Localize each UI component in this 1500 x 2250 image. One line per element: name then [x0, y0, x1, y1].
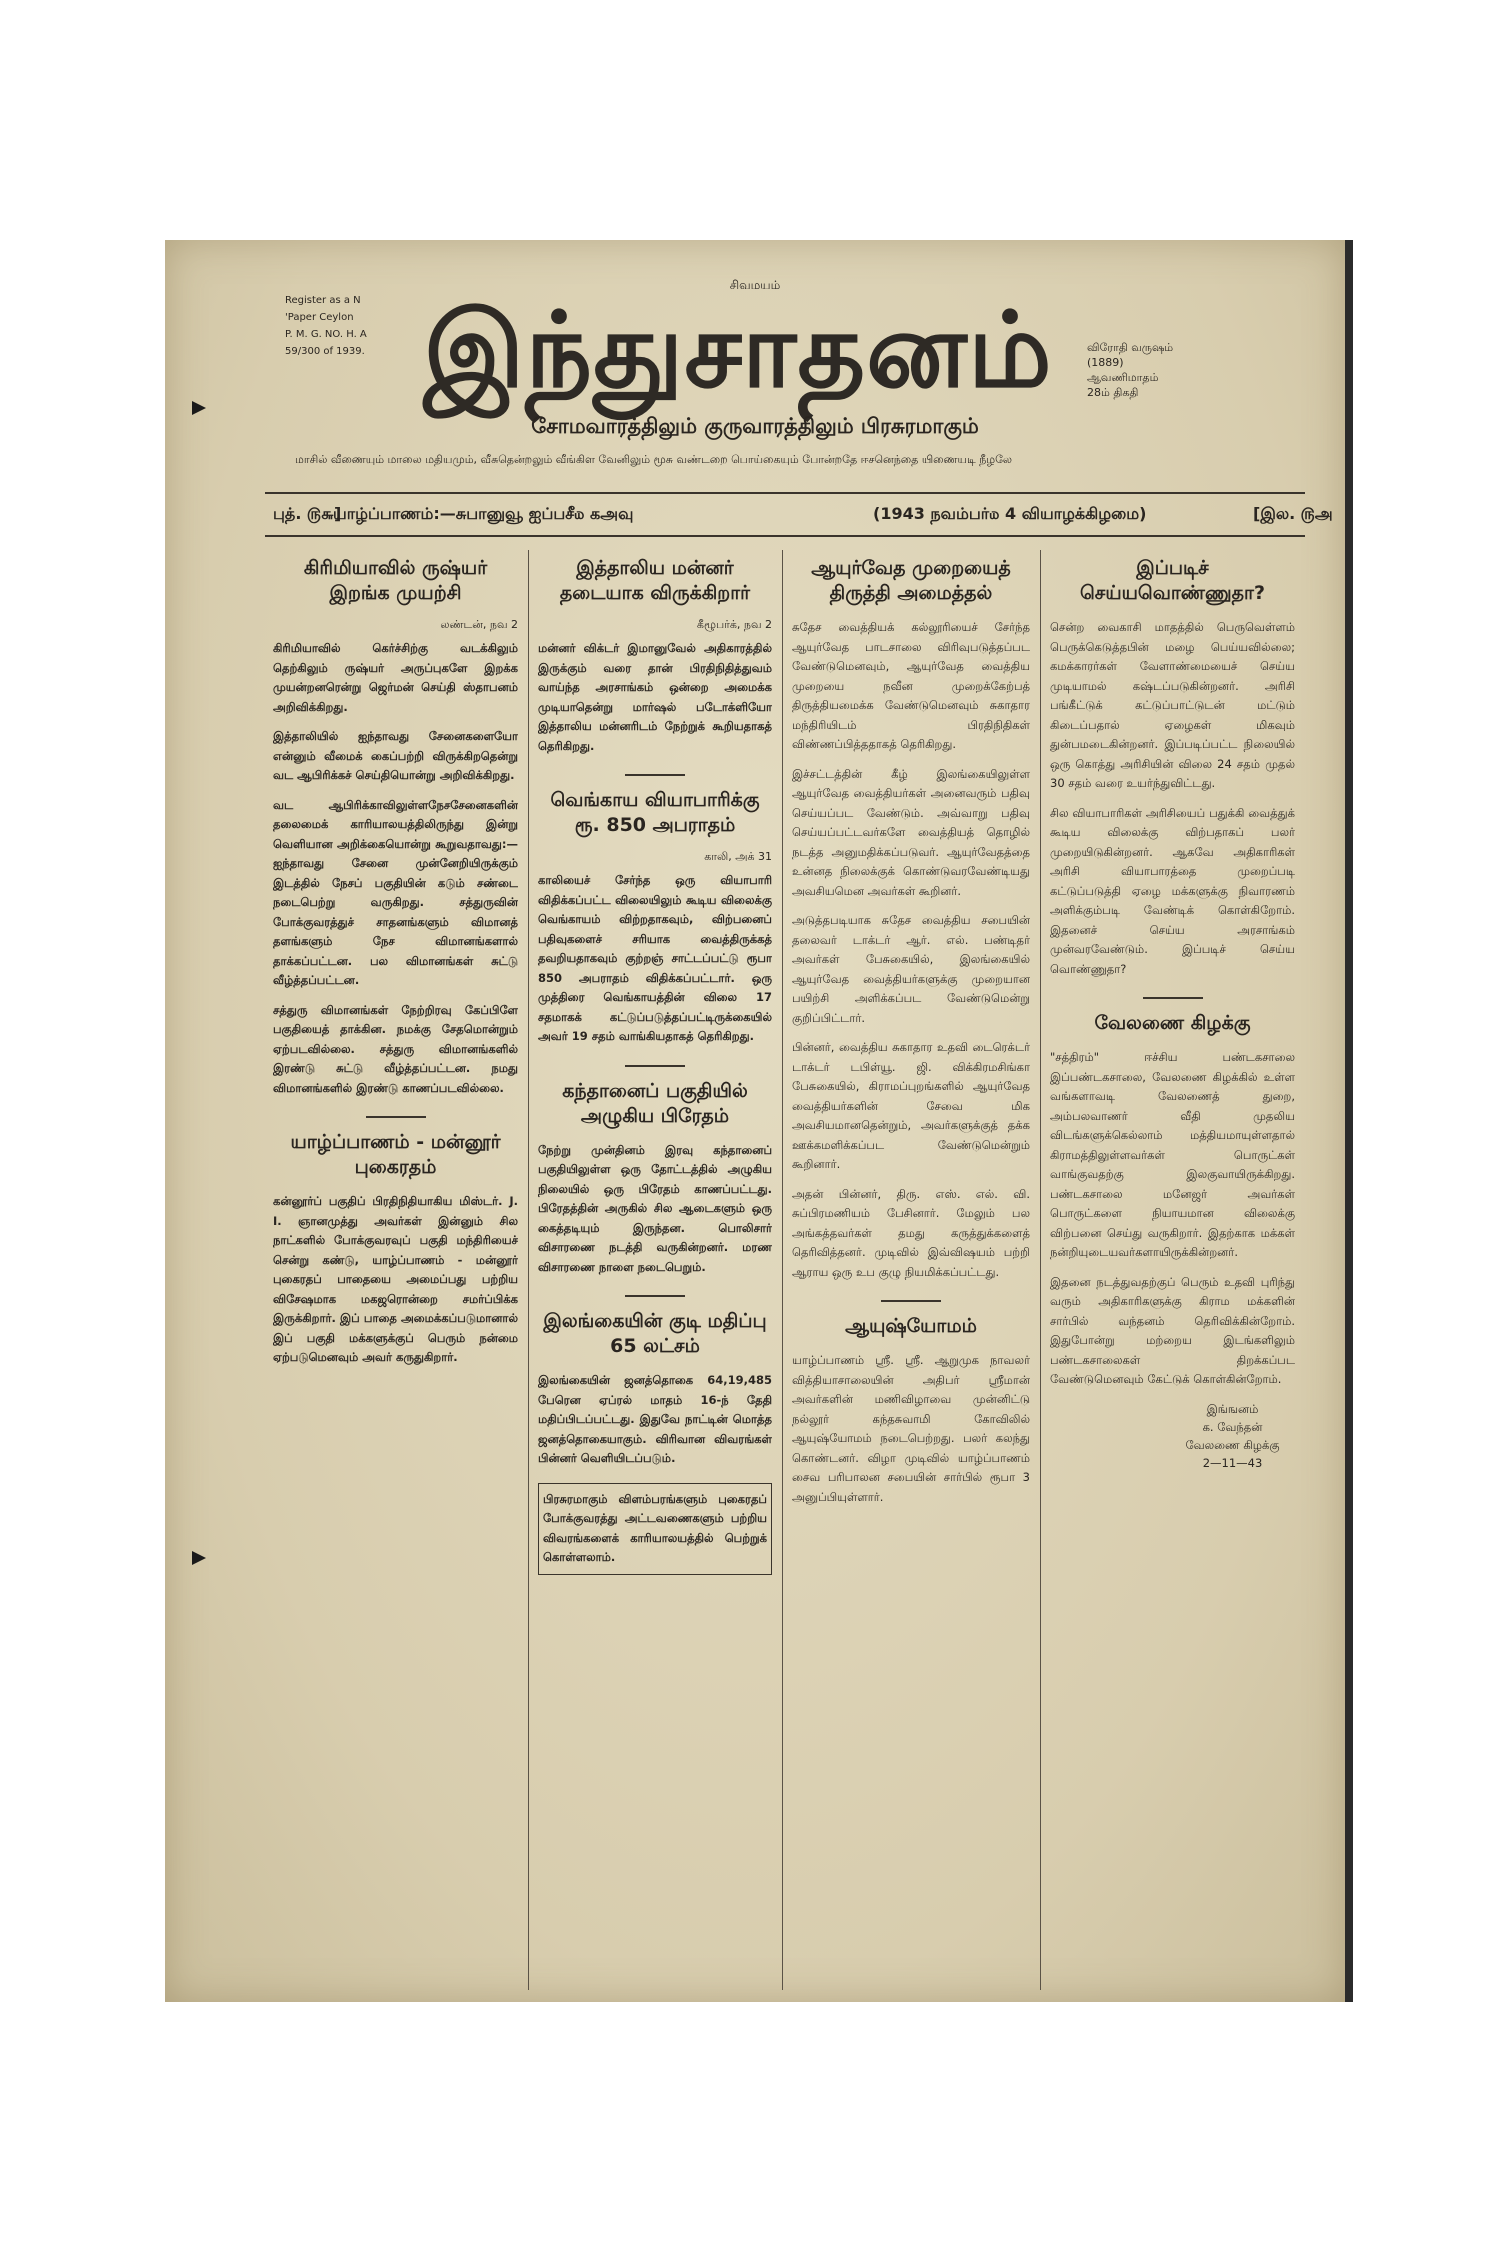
year-line: 28ம் திகதி	[1087, 386, 1139, 399]
article-paragraph: யாழ்ப்பாணம் ஸ்ரீ. ஸ்ரீ. ஆறுமுக நாவலர் வித்தியாசாலையின் அதிபர் ஸ்ரீமான் அவர்களின் மணிவிழாவை முன்னிட்டு நல்லூர் கந்தசுவாமி கோவிலில் ஆயுஷ்யோமம் நடைபெற்றது. பலர் கலந்து கொண்டனர். விழா முடிவில் யாழ்ப்பாணம் சைவ பரிபாலன சபையின் சார்பில் ரூபா 3 அனுப்பியுள்ளார்.	[792, 1353, 1030, 1504]
article-paragraph: இச்சட்டத்தின் கீழ் இலங்கையிலுள்ள ஆயுர்வேத வைத்தியர்கள் அனைவரும் பதிவு செய்யப்பட வேண்டும். அவ்வாறு பதிவு செய்யப்பட்டவர்களே வைத்தியத் தொழில் நடத்த அனுமதிக்கப்படுவர். ஆயுர்வேதத்தை உன்னத நிலைக்குக் கொண்டுவரவேண்டியது அவசியமென அவர்கள் கூறினர்.	[792, 766, 1030, 898]
article-separator	[881, 1300, 941, 1302]
article	[792, 556, 1030, 1282]
article-headline: ஆயுர்வேத முறையைத் திருத்தி அமைத்தல்	[811, 557, 1011, 604]
year-block	[1087, 340, 1217, 400]
article-separator	[1143, 997, 1203, 999]
article-byline: காலி, அக் 31	[704, 850, 772, 863]
year-line: (1889)	[1087, 356, 1124, 369]
boxed-notice	[538, 1483, 772, 1575]
signature-line: வேலணை கிழக்கு	[1185, 1437, 1280, 1452]
column-1	[273, 552, 518, 1992]
article-separator	[625, 774, 685, 776]
article-paragraph: வட ஆபிரிக்காவிலுள்ளநேசசேனைகளின் தலைமைக் காரியாலயத்திலிருந்து இன்று வெளியான அறிக்கையொன்று கூறுவதாவது:— ஐந்தாவது சேனை முன்னேறியிருக்கும் இடத்தில் நேசப் பகுதியின் கடும் சண்டை நடைபெற்று வருகிறது. சத்துருவின் போக்குவரத்துச் சாதனங்களும் விமானத் தளங்களும் நேச விமானங்களால் தாக்கப்பட்டன. பல விமானங்கள் சுட்டு வீழ்த்தப்பட்டன.	[273, 797, 518, 987]
article	[538, 556, 772, 756]
year-line: விரோதி வருஷம்	[1087, 341, 1174, 354]
registration-block	[285, 292, 410, 360]
column-divider	[528, 550, 529, 1990]
article-paragraph: கிரிமியாவில் கெர்ச்சிற்கு வடக்கிலும் தெற்கிலும் ருஷ்யர் அருப்புகளே இறக்க முயன்றனரென்று ஜெர்மன் செய்தி ஸ்தாபனம் அறிவிக்கிறது.	[273, 641, 518, 714]
article-paragraph: கன்னூர்ப் பகுதிப் பிரதிநிதியாகிய மிஸ்டர். J. I. ஞானமுத்து அவர்கள் இன்னும் சில நாட்களில் போக்குவரவுப் பகுதி மந்திரியைச் சென்று கண்டு, யாழ்ப்பாணம் - மன்னூர் புகைரதப் பாதையை அமைப்பது பற்றிய விசேஷமாக மகஜரொன்றை சமர்ப்பிக்க இருக்கிறார். இப் பாதை அமைக்கப்படுமானால் இப் பகுதி மக்களுக்குப் பெரும் நன்மை ஏற்படுமெனவும் அவர் கருதுகிறார்.	[273, 1194, 518, 1364]
article-paragraph: சில வியாபாரிகள் அரிசியைப் பதுக்கி வைத்துக் கூடிய விலைக்கு விற்பதாகப் பலர் முறையிடுகின்றனர். ஆகவே அதிகாரிகள் அரிசி வியாபாரத்தை முறைப்படி கட்டுப்படுத்தி ஏழை மக்களுக்கு நிவாரணம் அளிக்கும்படி வேண்டிக் கொள்கிறோம். இதனைச் செய்ய அரசாங்கம் முன்வரவேண்டும். இப்படிச் செய்ய வொண்ணுதா?	[1050, 805, 1295, 976]
volume-number: புத். ௫௬]	[273, 504, 342, 523]
article	[538, 1309, 772, 1469]
header-verse: மாசில் வீணையும் மாலை மதியமும், வீசுதென்றலும் வீங்கிள வேனிலும் மூசு வண்டறை பொய்கையும் போன்றதே ஈசனெந்தை யிணையடி நீழலே	[295, 453, 1013, 466]
article-headline: கிரிமியாவில் ருஷ்யர் இறங்க முயற்சி	[303, 557, 488, 604]
article-paragraph: காலியைச் சேர்ந்த ஒரு வியாபாரி விதிக்கப்பட்ட விலையிலும் கூடிய விலைக்கு வெங்காயம் விற்றதாகவும், விற்பனைப் பதிவுகளைச் சரியாக வைத்திருக்கத் தவறியதாகவும் குற்றஞ் சாட்டப்பட்டு ரூபா 850 அபராதம் விதிக்கப்பட்டார். ஒரு முத்திரை வெங்காயத்தின் விலை 17 சதமாகக் கட்டுப்படுத்தப்பட்டிருக்கையில் அவர் 19 சதம் வாங்கியதாகத் தெரிகிறது.	[538, 873, 772, 1043]
article	[538, 1079, 772, 1278]
top-blessing: சிவமயம்	[729, 278, 781, 292]
article-separator	[366, 1116, 426, 1118]
newspaper-page	[165, 240, 1345, 2002]
article	[273, 556, 518, 1098]
signature-line: க. வேந்தன்	[1202, 1419, 1263, 1434]
article-separator	[625, 1065, 685, 1067]
article-paragraph: நேற்று முன்தினம் இரவு கந்தானைப் பகுதியிலுள்ள ஒரு தோட்டத்தில் அழுகிய நிலையில் ஒரு பிரேதம் காணப்பட்டது. பிரேதத்தின் அருகில் சில ஆடைகளும் ஒரு கைத்தடியும் இருந்தன. பொலிசார் விசாரணை நடத்தி வருகின்றனர். மரண விசாரணை நாளை நடைபெறும்.	[538, 1142, 772, 1274]
year-line: ஆவணிமாதம்	[1087, 371, 1159, 384]
dateline	[273, 504, 1333, 525]
page-edge-shadow	[1345, 240, 1353, 2002]
article-paragraph: சத்துரு விமானங்கள் நேற்றிரவு கேப்பிளே பகுதியைத் தாக்கின. நமக்கு சேதமொன்றும் ஏற்படவில்லை. சத்துரு விமானங்களில் இரண்டு சுட்டு வீழ்த்தப்பட்டன. நமது விமானங்களில் இரண்டு காணப்படவில்லை.	[273, 1002, 518, 1095]
article-paragraph: இலங்கையின் ஜனத்தொகை 64,19,485 பேரென ஏப்ரல் மாதம் 16-ந் தேதி மதிப்பிடப்பட்டது. இதுவே நாட்டின் மொத்த ஜனத்தொகையாகும். விரிவான விவரங்கள் பின்னர் வெளியிடப்படும்.	[538, 1373, 772, 1465]
signature-line: இங்ஙனம்	[1206, 1401, 1259, 1416]
article-paragraph: சென்ற வைகாசி மாதத்தில் பெருவெள்ளம் பெருக்கெடுத்தபின் மழை பெய்யவில்லை; கமக்காரர்கள் வேளாண்மையைச் செய்ய முடியாமல் கஷ்டப்படுகின்றனர். அரிசி பங்கீட்டுக் கட்டுப்பாட்டுடன் மட்டும் கிடைப்பதால் ஏழைகள் மிகவும் துன்பமடைகின்றனர். இப்படிப்பட்ட நிலையில் ஒரு கொத்து அரிசியின் விலை 24 சதம் முதல் 30 சதம் வரை உயர்ந்துவிட்டது.	[1050, 620, 1295, 790]
article-headline: இத்தாலிய மன்னர் தடையாக விருக்கிறார்	[559, 557, 751, 604]
article-headline: வெங்காய வியாபாரிக்கு ரூ. 850 அபராதம்	[550, 789, 760, 836]
article	[538, 788, 772, 1047]
article-headline: யாழ்ப்பாணம் - மன்னூர் புகைரதம்	[290, 1131, 501, 1178]
article	[273, 1130, 518, 1368]
article-paragraph: அதன் பின்னர், திரு. எஸ். எல். வி. சுப்பிரமணியம் பேசினார். மேலும் பல அங்கத்தவர்கள் தமது கருத்துக்களைத் தெரிவித்தனர். முடிவில் இவ்விஷயம் பற்றி ஆராய ஒரு உப குழு நியமிக்கப்பட்டது.	[792, 1186, 1030, 1279]
article-paragraph: அடுத்தபடியாக சுதேச வைத்திய சபையின் தலைவர் டாக்டர் ஆர். எல். பண்டிதர் அவர்கள் பேசுகையில், இலங்கையில் ஆயுர்வேத வைத்தியர்களுக்கு முறையான பயிற்சி அளிக்கப்பட வேண்டுமென்று குறிப்பிட்டார்.	[792, 913, 1030, 1025]
notice-text: பிரசுரமாகும் விளம்பரங்களும் புகைரதப் போக்குவரத்து அட்டவணைகளும் பற்றிய விவரங்களைக் காரியாலயத்தில் பெற்றுக் கொள்ளலாம்.	[543, 1491, 767, 1564]
binding-hole-mark	[192, 1551, 206, 1565]
article-paragraph: "சத்திரம்" ஈச்சிய பண்டகசாலை இப்பண்டகசாலை, வேலணை கிழக்கில் உள்ள வங்களாவடி வேலணைத் துறை, அம்பலவாணர் வீதி முதலிய விடங்களுக்கெல்லாம் மத்தியமாயுள்ளதால் கிராமத்திலுள்ளவர்கள் பொருட்கள் வாங்குவதற்கு இலகுவாயிருக்கிறது. பண்டகசாலை மனேஜர் அவர்கள் பொருட்களை நியாயமான விலைக்கு விற்பனை செய்து வருகிறார். இதற்காக மக்கள் நன்றியுடையவர்களாயிருக்கின்றனர்.	[1050, 1050, 1295, 1259]
issue-number: [இல. ௫அ	[1253, 504, 1333, 523]
article-byline: கீழூபர்க், நவ 2	[696, 618, 772, 631]
article-paragraph: சுதேச வைத்தியக் கல்லூரியைச் சேர்ந்த ஆயுர்வேத பாடசாலை விரிவுபடுத்தப்பட வேண்டுமெனவும், ஆயுர்வேத வைத்திய முறையை நவீன முறைக்கேற்பத் திருத்தியமைக்க வேண்டுமெனவும் சுகாதார மந்திரியிடம் பிரதிநிதிகள் விண்ணப்பித்ததாகத் தெரிகிறது.	[792, 620, 1030, 751]
column-4	[1050, 552, 1295, 1992]
article-headline: வேலணை கிழக்கு	[1094, 1012, 1251, 1034]
article	[1050, 1011, 1295, 1390]
register-line: 59/300 of 1939.	[285, 346, 365, 357]
article-paragraph: இதனை நடத்துவதற்குப் பெரும் உதவி புரிந்து வரும் அதிகாரிகளுக்கு கிராம மக்களின் சார்பில் வந்தனம் தெரிவிக்கின்றோம். இதுபோன்று மற்றைய இடங்களிலும் பண்டகசாலைகள் திறக்கப்பட வேண்டுமெனவும் கேட்டுக் கொள்கின்றோம்.	[1050, 1274, 1295, 1386]
column-divider	[1040, 550, 1041, 1990]
article-paragraph: மன்னர் விக்டர் இமானுவேல் அதிகாரத்தில் இருக்கும் வரை தான் பிரதிநிதித்துவம் வாய்ந்த அரசாங்கம் ஒன்றை அமைக்க முடியாதென்று மார்ஷல் படோக்ளியோ இத்தாலிய மன்னரிடம் நேற்றுக் கூறியதாகத் தெரிகிறது.	[538, 641, 772, 753]
dateline-place: யாழ்ப்பாணம்:—சுபானுவூ ஐப்பசீ௰ கஅவு	[333, 504, 634, 523]
article-headline: இலங்கையின் குடி மதிப்பு 65 லட்சம்	[543, 1310, 767, 1357]
bottom-rule	[265, 535, 1305, 537]
register-line: Register as a N	[285, 295, 361, 306]
newspaper-masthead: இந்துசாதனம்	[423, 288, 1053, 411]
binding-hole-mark	[192, 401, 206, 415]
article	[1050, 556, 1295, 979]
register-line: P. M. G. NO. H. A	[285, 329, 367, 340]
column-2	[538, 552, 772, 1992]
article-headline: கந்தானைப் பகுதியில் அழுகிய பிரேதம்	[562, 1079, 748, 1127]
column-3	[792, 552, 1030, 1992]
top-rule	[265, 492, 1305, 494]
column-divider	[782, 550, 783, 1990]
issue-date: (1943 நவம்பர்௰ 4 வியாழக்கிழமை)	[873, 504, 1147, 523]
article-paragraph: பின்னர், வைத்திய சுகாதார உதவி டைரெக்டர் டாக்டர் டபிள்யூ. ஜி. விக்கிரமசிங்கா பேசுகையில், கிராமப்புறங்களில் ஆயுர்வேத வைத்தியர்களின் சேவை மிக அவசியமானதென்றும், அவர்களுக்குத் தக்க ஊக்கமளிக்கப்பட வேண்டுமென்றும் கூறினார்.	[792, 1040, 1030, 1171]
article-byline: லண்டன், நவ 2	[440, 618, 518, 631]
register-line: 'Paper Ceylon	[285, 312, 354, 323]
article-separator	[625, 1295, 685, 1297]
signature-line: 2—11—43	[1202, 1455, 1263, 1470]
article-paragraph: இத்தாலியில் ஐந்தாவது சேனைகளையோ என்னும் வீமைக் கைப்பற்றி விருக்கிறதென்று வட ஆபிரிக்கச் செய்தியொன்று அறிவிக்கிறது.	[273, 729, 518, 782]
article-headline: ஆயுஷ்யோமம்	[845, 1315, 977, 1337]
publication-subtitle: சோமவாரத்திலும் குருவாரத்திலும் பிரசுரமாகும்	[531, 414, 979, 438]
article	[792, 1314, 1030, 1507]
article-headline: இப்படிச் செய்யவொண்ணுதா?	[1080, 557, 1265, 604]
letter-signature	[1170, 1400, 1295, 1472]
